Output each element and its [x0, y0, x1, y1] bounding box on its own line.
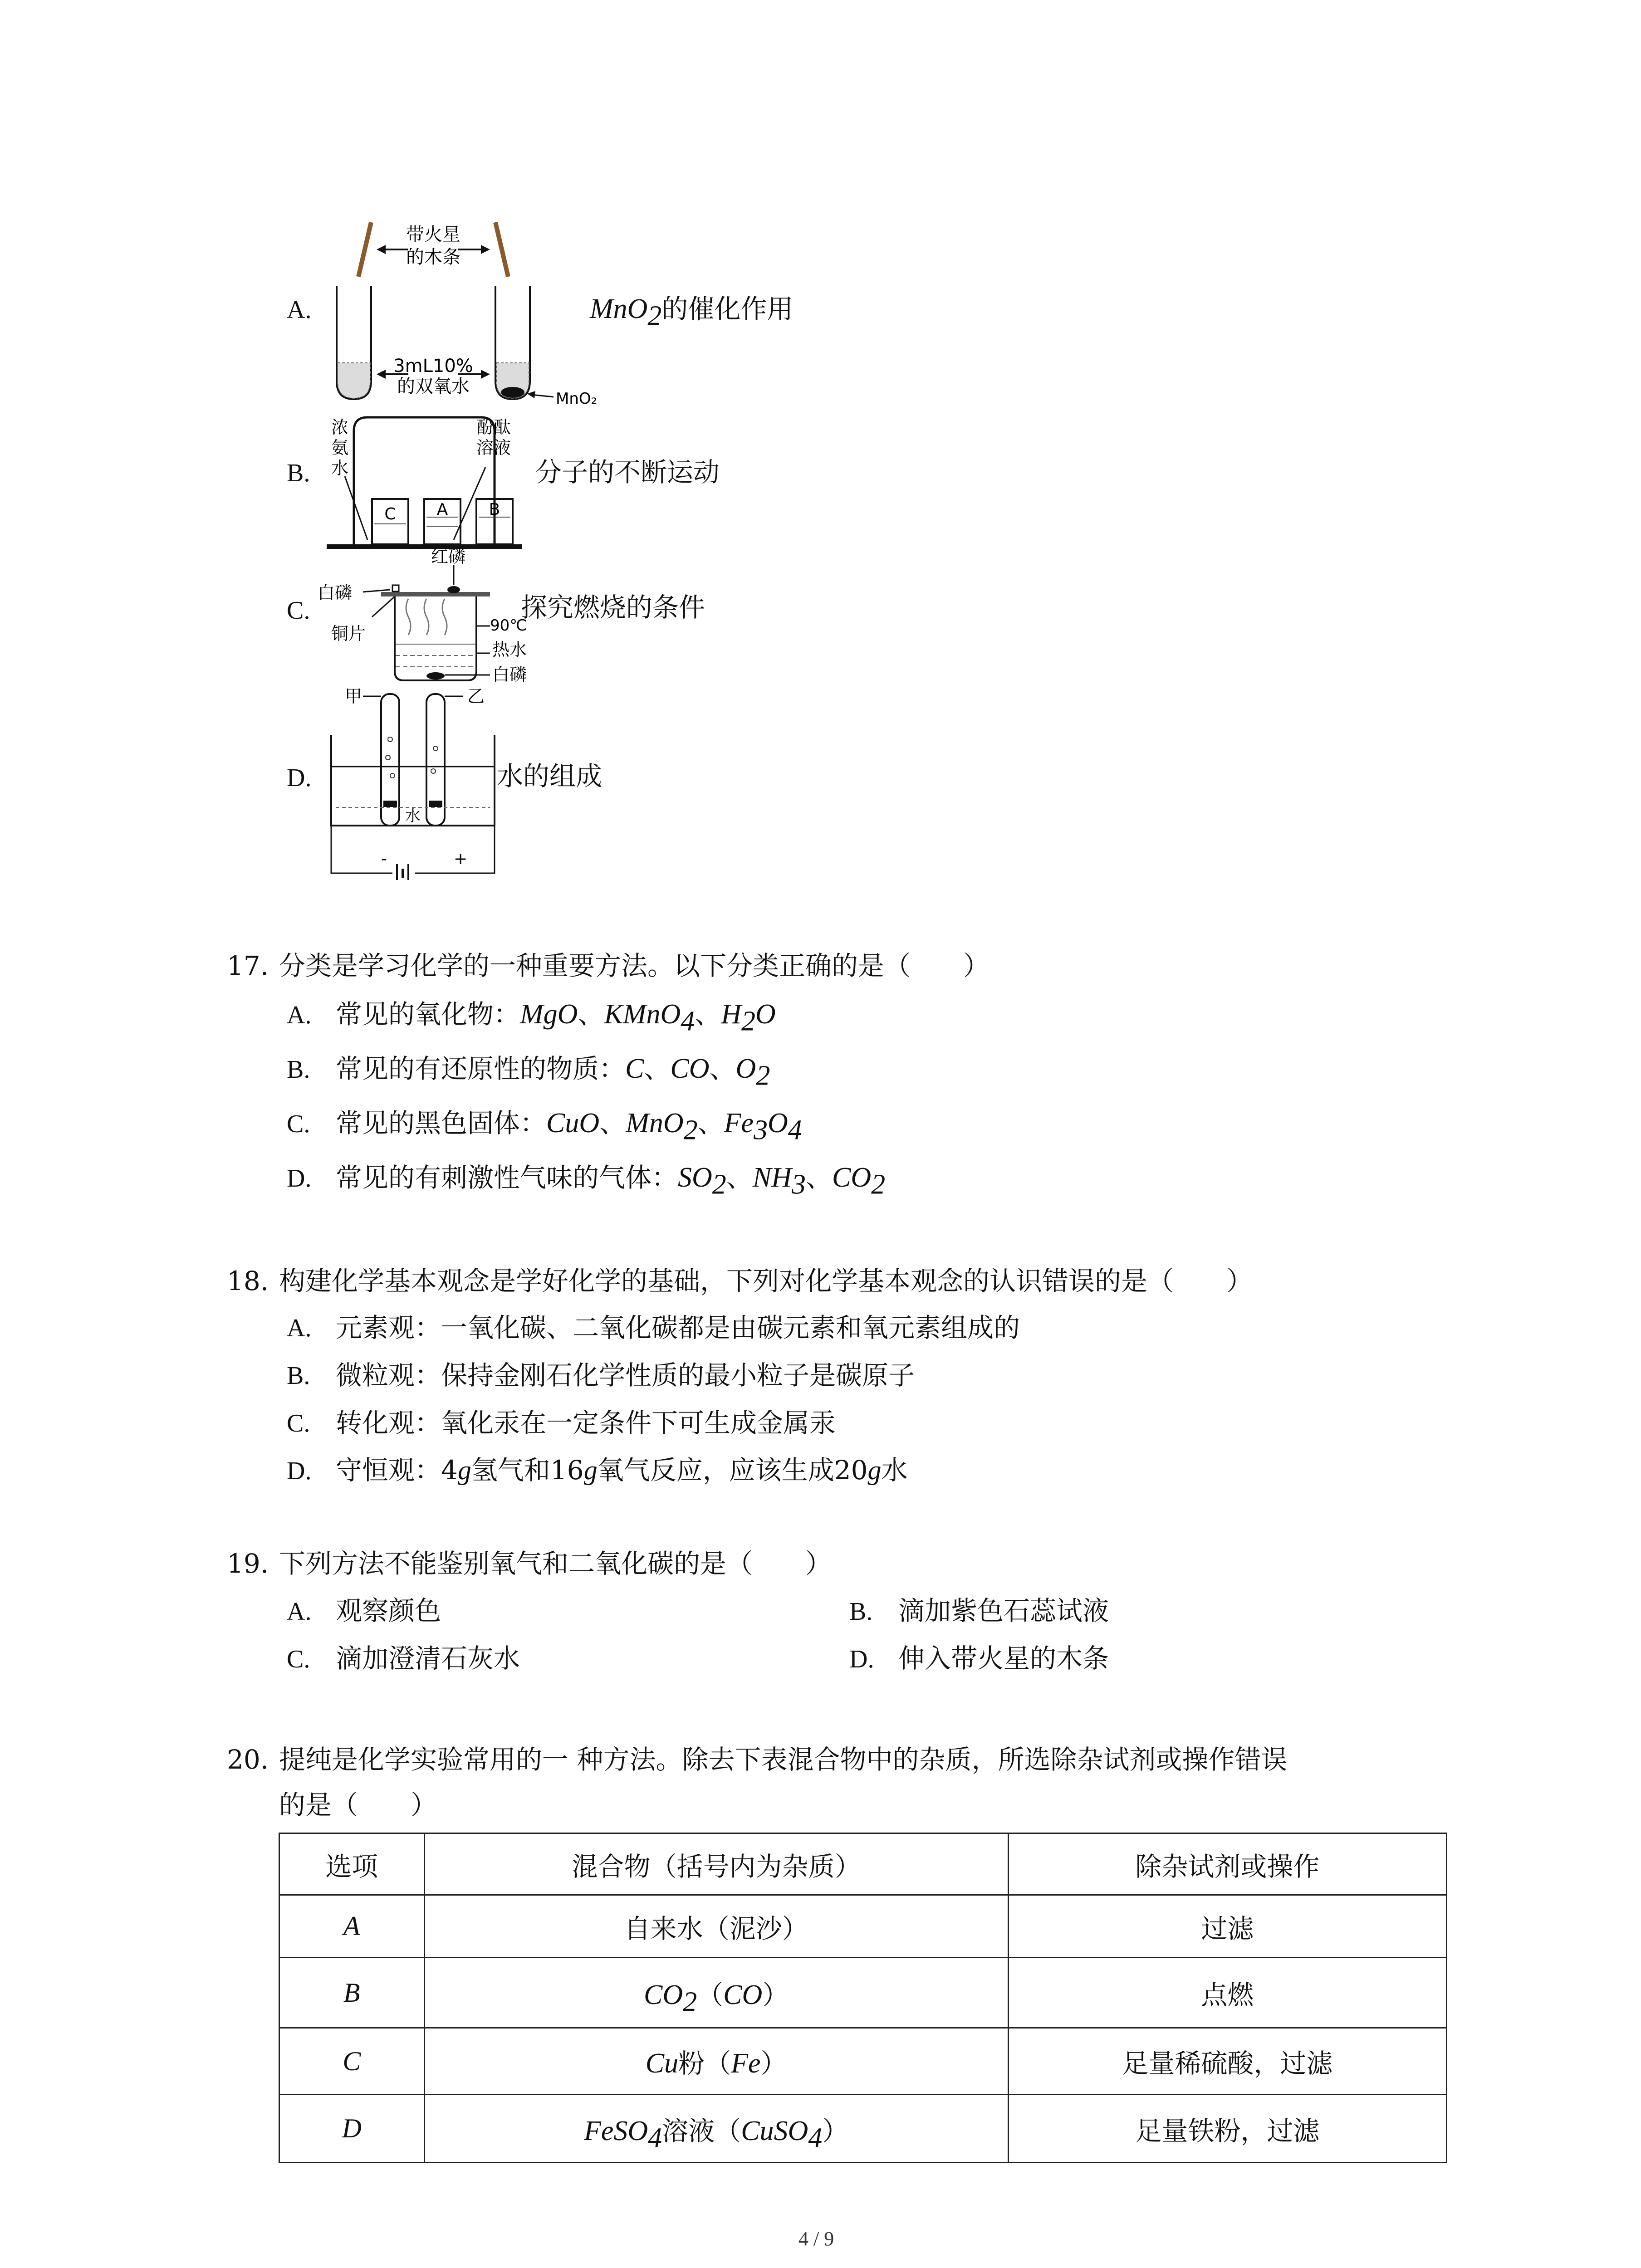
electrolysis-apparatus-figure: [318, 685, 508, 880]
label-red-p: 红磷: [431, 547, 466, 567]
label-ammonia-1: 浓: [331, 417, 349, 437]
q18-option-d-letter: D.: [287, 1457, 312, 1485]
q19-stem: 下列方法不能鉴别氧气和二氧化碳的是（ ）: [279, 1548, 832, 1579]
splint-left: [358, 222, 371, 277]
q19-option-b-letter: B.: [849, 1598, 873, 1626]
option-b-caption: 分子的不断运动: [535, 457, 720, 488]
label-minus: -: [381, 850, 387, 868]
label-ammonia-2: 氨: [331, 438, 349, 458]
label-white-p: 白磷: [318, 583, 353, 603]
q19-option-d: 伸入带火星的木条: [898, 1643, 1109, 1674]
page-number: 4 / 9: [798, 2228, 834, 2250]
label-phenol-2: 溶液: [476, 438, 511, 458]
q17-option-b: 常见的有还原性的物质：C、CO、$O_2$: [336, 1053, 770, 1091]
header-method: 除杂试剂或操作: [1008, 1833, 1446, 1895]
row-d-mixture: FeSO$_4$溶液（CuSO$_4$）: [424, 2095, 1008, 2163]
label-yi: 乙: [467, 686, 485, 706]
q17-number: 17.: [227, 950, 269, 981]
label-splint-2: 的木条: [406, 247, 460, 268]
label-temp: 90℃: [490, 616, 527, 635]
q18-option-b-letter: B.: [287, 1362, 310, 1390]
q18-stem: 构建化学基本观念是学好化学的基础，下列对化学基本观念的认识错误的是（ ）: [279, 1266, 1253, 1296]
purification-table: [279, 1833, 1447, 2163]
q20-stem-line2: 的是（ ）: [279, 1789, 437, 1820]
q18-number: 18.: [227, 1266, 269, 1296]
label-ammonia-3: 水: [331, 458, 349, 478]
option-letter-b: B.: [287, 459, 310, 487]
option-a-caption: MnO$_2$的催化作用: [590, 293, 794, 332]
q18-option-c: 转化观：氧化汞在一定条件下可生成金属汞: [336, 1408, 836, 1438]
q19-option-b: 滴加紫色石蕊试液: [898, 1595, 1109, 1626]
q17-stem: 分类是学习化学的一种重要方法。以下分类正确的是（ ）: [279, 950, 990, 981]
q18-option-a-letter: A.: [287, 1314, 312, 1342]
row-a-method: 过滤: [1008, 1895, 1446, 1958]
q17-option-d-letter: D.: [287, 1164, 312, 1193]
table-row: [279, 2095, 1447, 2163]
row-c-mixture: Cu粉（Fe）: [424, 2028, 1008, 2095]
mno2-powder: [501, 387, 524, 398]
q17-option-c: 常见的黑色固体：CuO、MnO$_2$、$Fe_3O_4$: [336, 1108, 802, 1146]
row-b-option: B: [279, 1958, 425, 2028]
q18-option-d: 守恒观：4g氢气和16g氧气反应，应该生成20g水: [336, 1455, 908, 1486]
q20-stem-line1: 提纯是化学实验常用的一 种方法。除去下表混合物中的杂质，所选除杂试剂或操作错误: [279, 1744, 1288, 1775]
molecular-motion-figure: [318, 408, 526, 558]
row-b-method: 点燃: [1008, 1958, 1446, 2028]
row-c-method: 足量稀硫酸，过滤: [1008, 2028, 1446, 2095]
q19-option-a-letter: A.: [287, 1598, 312, 1626]
label-copper: 铜片: [331, 624, 366, 644]
q19-option-c: 滴加澄清石灰水: [336, 1643, 520, 1674]
row-d-option: D: [279, 2095, 425, 2163]
q19-number: 19.: [227, 1548, 269, 1579]
label-h2o2-2: 的双氧水: [397, 376, 470, 397]
q20-number: 20.: [227, 1744, 269, 1775]
copper-plate: [381, 592, 490, 596]
label-mno2: MnO₂: [556, 390, 598, 408]
row-a-mixture: 自来水（泥沙）: [424, 1895, 1008, 1958]
label-h2o2: 3mL10%: [393, 356, 473, 376]
row-c-option: C: [279, 2028, 425, 2095]
splint-right: [495, 222, 508, 277]
table-header-row: [279, 1833, 1447, 1895]
label-c: C: [384, 505, 396, 523]
label-plus: +: [454, 850, 468, 868]
label-a: A: [436, 500, 448, 519]
option-letter-d: D.: [287, 764, 312, 792]
combustion-apparatus-figure: [318, 544, 531, 689]
q19-option-c-letter: C.: [287, 1645, 310, 1673]
label-white-p-2: 白磷: [492, 665, 527, 684]
q18-option-b: 微粒观：保持金刚石化学性质的最小粒子是碳原子: [336, 1360, 915, 1391]
beaker: [395, 596, 476, 680]
header-option: 选项: [279, 1833, 425, 1895]
label-hot-water: 热水: [492, 640, 527, 660]
table-row: [279, 2028, 1447, 2095]
option-letter-a: A.: [287, 296, 312, 324]
table-row: [279, 1895, 1447, 1958]
option-letter-c: C.: [287, 596, 310, 625]
header-mixture: 混合物（括号内为杂质）: [424, 1833, 1008, 1895]
q17-option-b-letter: B.: [287, 1056, 310, 1084]
label-jia: 甲: [345, 686, 362, 706]
q19-option-a: 观察颜色: [336, 1595, 441, 1626]
label-water: 水: [405, 807, 421, 825]
option-c-caption: 探究燃烧的条件: [521, 592, 705, 623]
q18-option-a: 元素观：一氧化碳、二氧化碳都是由碳元素和氧元素组成的: [336, 1312, 1020, 1343]
q17-option-a: 常见的氧化物：MgO、KMnO$_4$、$H_2O$: [336, 999, 776, 1037]
row-a-option: A: [279, 1895, 425, 1958]
q17-option-a-letter: A.: [287, 1001, 312, 1029]
catalysis-apparatus-figure: [318, 218, 608, 417]
label-phenol-1: 酚酞: [476, 417, 511, 437]
q19-option-d-letter: D.: [849, 1645, 874, 1673]
q17-option-d: 常见的有刺激性气味的气体：$SO_2$、$NH_3$、$CO_2$: [336, 1162, 886, 1200]
table-row: [279, 1958, 1447, 2028]
q18-option-c-letter: C.: [287, 1409, 310, 1437]
row-b-mixture: $CO_2(CO)$: [424, 1958, 1008, 2028]
label-splint: 带火星: [406, 224, 460, 245]
option-d-caption: 水的组成: [497, 761, 603, 792]
row-d-method: 足量铁粉，过滤: [1008, 2095, 1446, 2163]
q17-option-c-letter: C.: [287, 1110, 310, 1138]
label-b: B: [489, 500, 500, 519]
